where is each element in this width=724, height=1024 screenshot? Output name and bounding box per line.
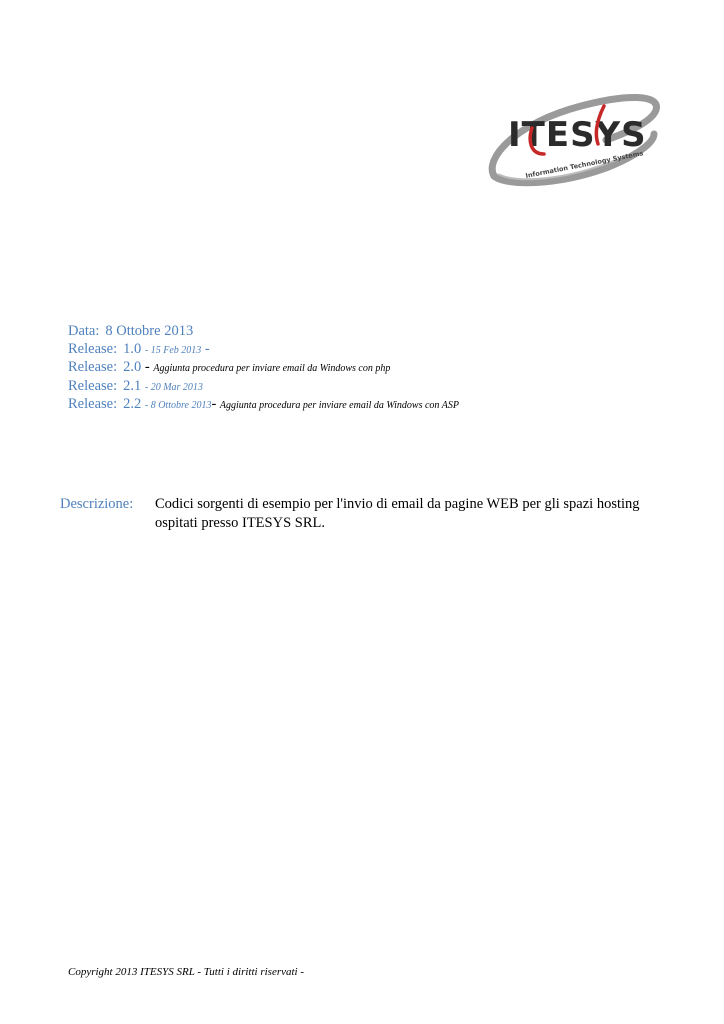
release-version: 2.1	[123, 377, 142, 394]
release-date: - 20 Mar 2013	[144, 381, 203, 393]
itesys-logo	[486, 88, 662, 192]
release-label: Release:	[68, 377, 118, 394]
date-label: Data:	[68, 323, 100, 339]
release-line	[68, 359, 688, 378]
release-note: Aggiunta procedura per inviare email da Windows con php	[153, 363, 391, 374]
itesys-logo-icon	[486, 88, 662, 192]
release-line	[68, 396, 688, 415]
description-text: Codici sorgenti di esempio per l'invio di email da pagine WEB per gli spazi hosting ospitati presso ITESYS SRL.	[155, 496, 640, 531]
date-line	[68, 323, 688, 341]
release-version: 2.0	[123, 359, 142, 375]
logo-tagline: Information Technology Systems	[524, 149, 644, 180]
date-value: 8 Ottobre 2013	[105, 323, 194, 339]
release-dash: -	[144, 359, 150, 375]
release-line	[68, 378, 688, 397]
release-date: - 15 Feb 2013	[144, 344, 202, 356]
release-version: 1.0	[123, 340, 142, 357]
release-note: Aggiunta procedura per inviare email da Windows con ASP	[219, 400, 459, 411]
release-info	[68, 323, 688, 415]
release-version: 2.2	[123, 396, 142, 412]
logo-brand-text: ITESYS	[508, 115, 647, 155]
footer-copyright: Copyright 2013 ITESYS SRL - Tutti i diritti riservati -	[68, 966, 305, 978]
description-label: Descrizione:	[60, 496, 134, 512]
release-date: - 8 Ottobre 2013	[144, 400, 212, 411]
release-dash: -	[211, 396, 217, 412]
release-label: Release:	[68, 359, 118, 375]
release-line	[68, 341, 688, 360]
release-label: Release:	[68, 396, 118, 412]
release-label: Release:	[68, 340, 118, 357]
release-dash: -	[204, 340, 210, 357]
